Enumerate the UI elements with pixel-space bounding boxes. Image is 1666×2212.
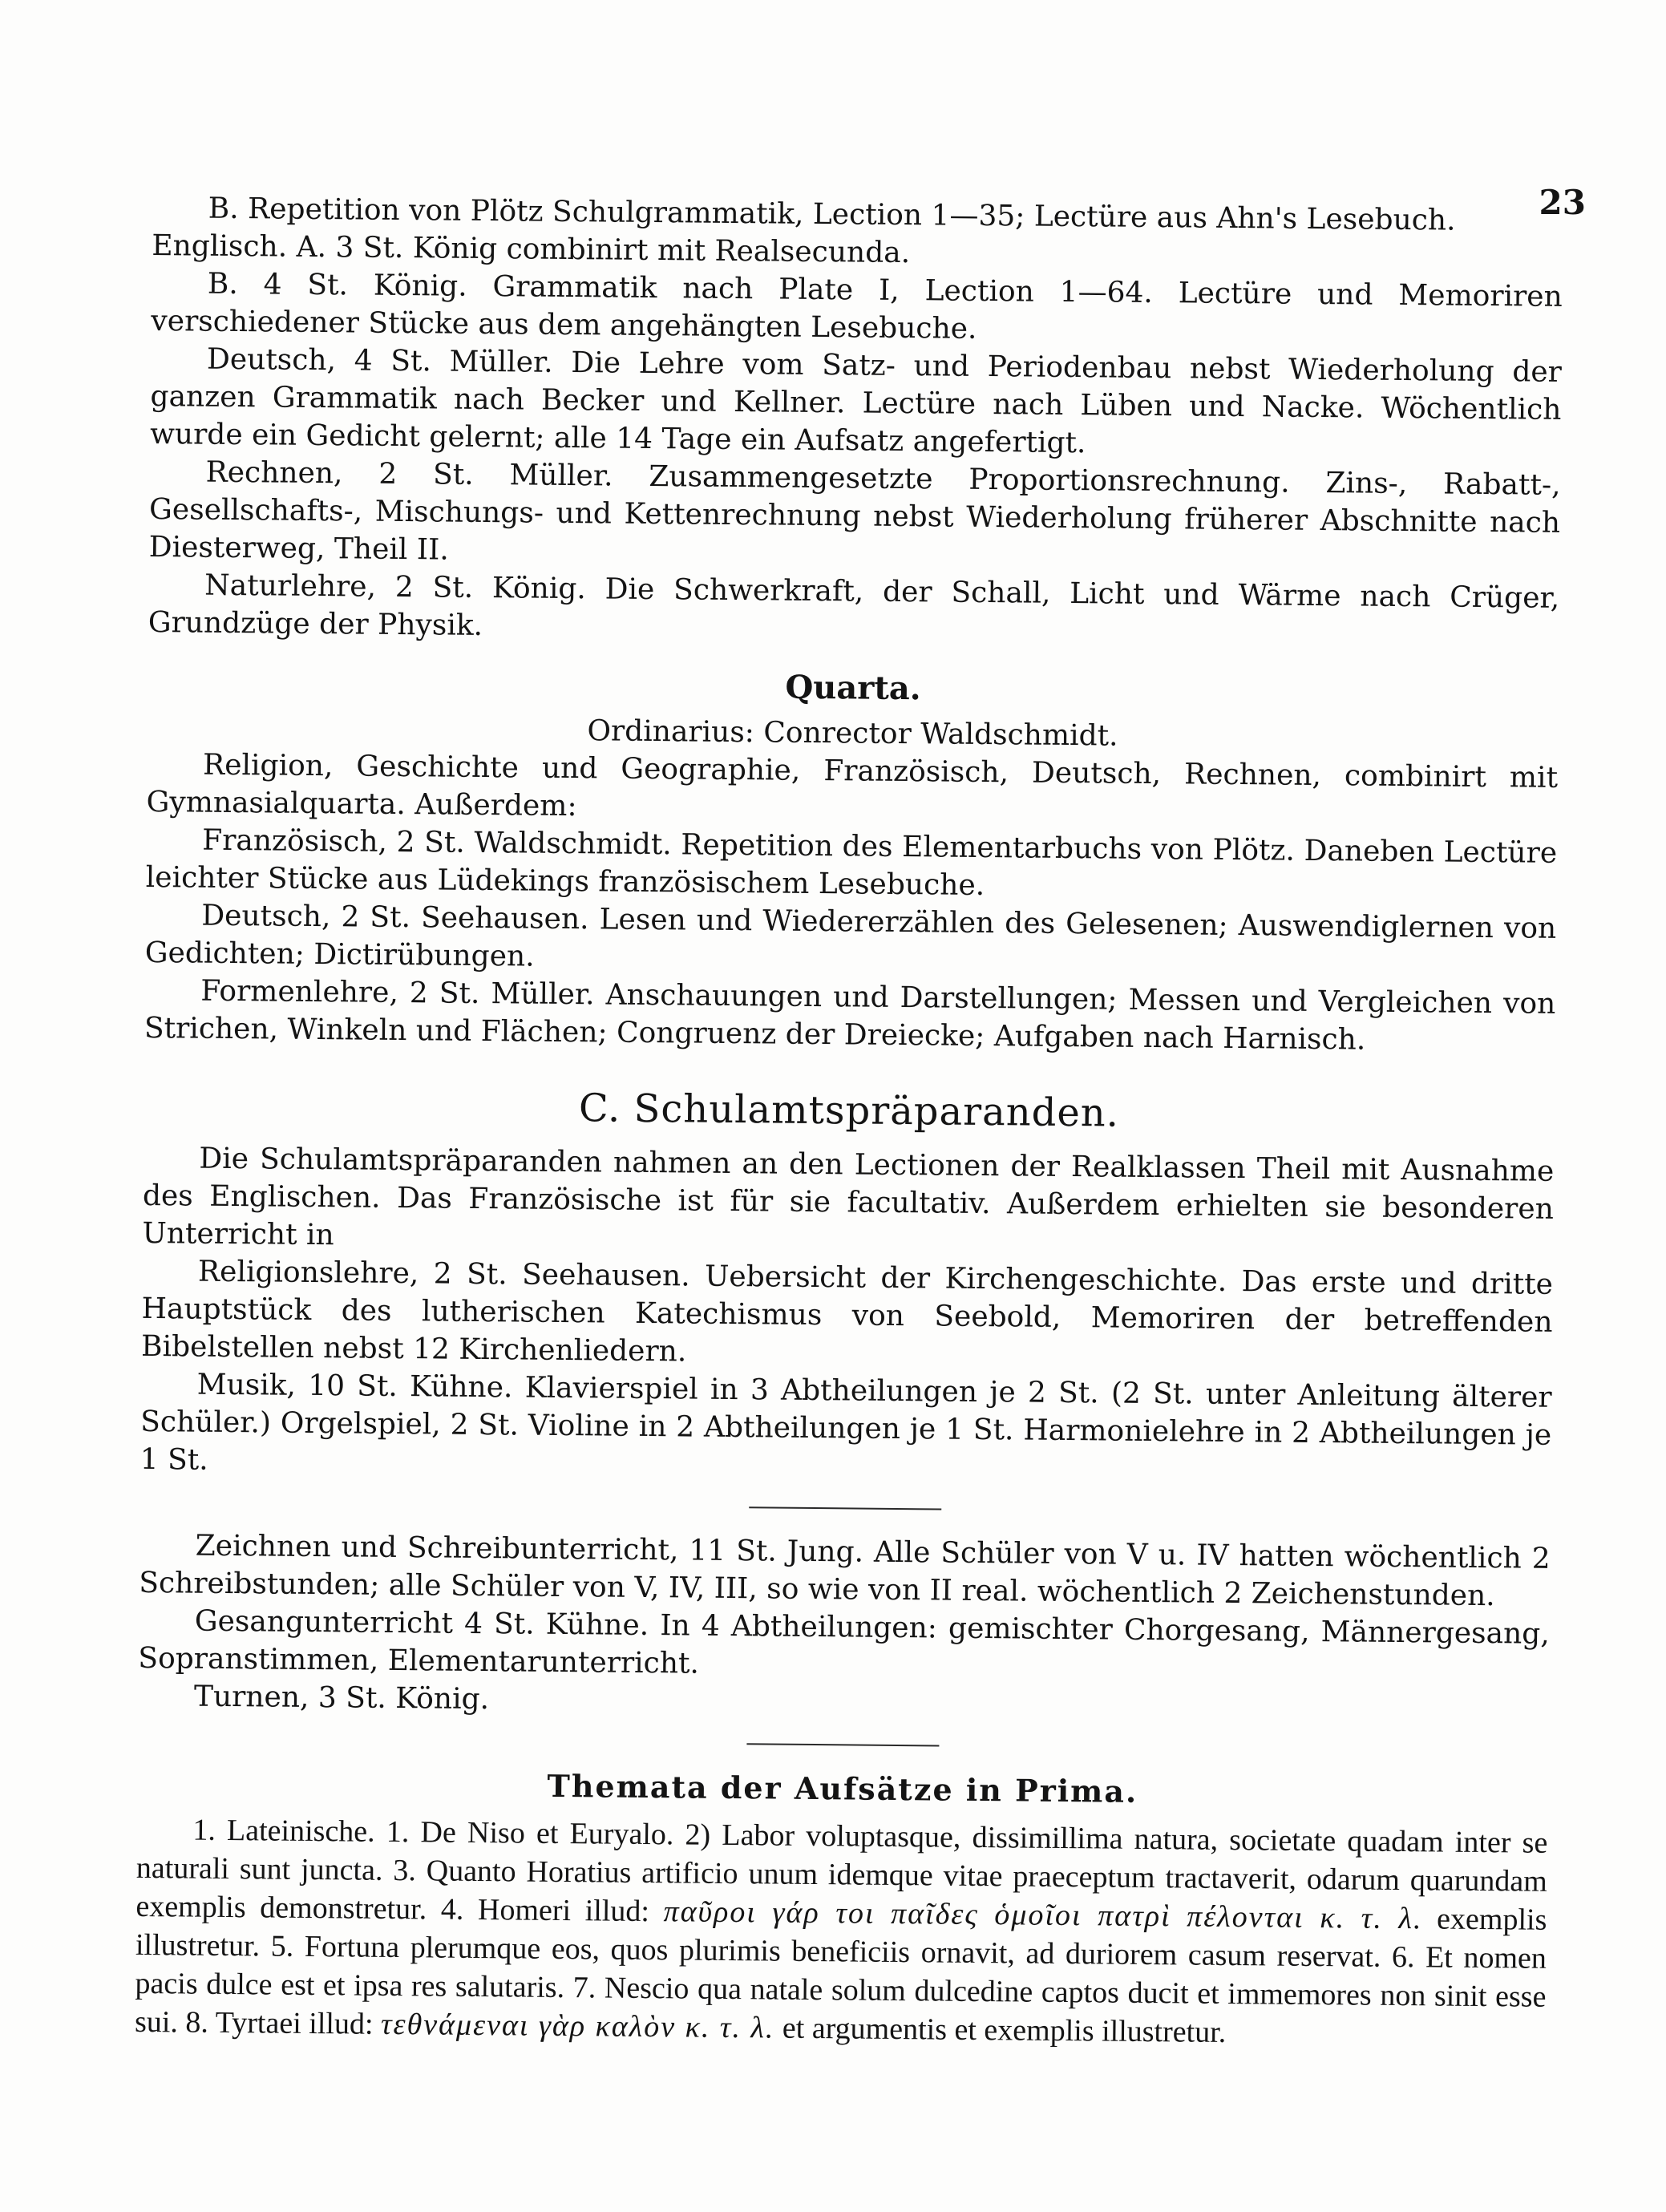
page-body: [135, 189, 1563, 2055]
quarta-heading: Quarta.: [785, 668, 921, 708]
themata-heading: Themata der Aufsätze in Prima.: [547, 1767, 1138, 1810]
paragraph-turnen: Turnen, 3 St. König.: [193, 1680, 490, 1717]
paragraph-naturlehre: Naturlehre, 2 St. König. Die Schwerkraft, der Schall, Licht und Wärme nach Crüger, Grundzüge der Physik.: [148, 568, 1560, 642]
quarta-deutsch: Deutsch, 2 St. Seehausen. Lesen und Wiedererzählen des Gelesenen; Auswendiglernen von Gedichten; Dictirübungen.: [144, 899, 1557, 973]
themata-text-3: et argumentis et exemplis illustretur.: [782, 2011, 1227, 2049]
themata-text-2: exemplis illustretur. 5. Fortuna plerumque eos, quos plurimis beneficiis ornavit, ad duriorem casum reservat. 6. Et nomen pacis dulce est et ipsa res salutaris. 7. Nescio qua natale solum dulcedine captos ducit et immemores non sinit esse sui. 8. Tyrtaei illud:: [134, 1902, 1547, 2041]
paragraph-gesang: Gesangunterricht 4 St. Kühne. In 4 Abtheilungen: gemischter Chorgesang, Männergesang, Sopranstimmen, Elementarunterricht.: [138, 1604, 1550, 1680]
quarta-intro: Religion, Geschichte und Geographie, Französisch, Deutsch, Rechnen, combinirt mit Gymnasialquarta. Außerdem:: [146, 748, 1559, 823]
section-c-musik: Musik, 10 St. Kühne. Klavierspiel in 3 Abtheilungen je 2 St. (2 St. unter Anleitung älterer Schüler.) Orgelspiel, 2 St. Violine in 2 Abtheilungen je 1 St. Harmonielehre in 2 Abtheilungen je 1 St.: [140, 1368, 1552, 1477]
quarta-formenlehre: Formenlehre, 2 St. Müller. Anschauungen und Darstellungen; Messen und Vergleichen von Strichen, Winkeln und Flächen; Congruenz der Dreiecke; Aufgaben nach Harnisch.: [144, 974, 1556, 1057]
page-number: 23: [1539, 183, 1586, 222]
quarta-ordinarius: Ordinarius: Conrector Waldschmidt.: [587, 714, 1118, 753]
section-c-religionslehre: Religionslehre, 2 St. Seehausen. Uebersicht der Kirchengeschichte. Das erste und dritte Hauptstück des lutherischen Katechismus von Seebold, Memoriren der betreffenden Bibelstellen nebst 12 Kirchenliedern.: [140, 1255, 1554, 1369]
divider-rule-2: [746, 1743, 939, 1746]
greek-quote-tyrtaeus: τεθνάμεναι γὰρ καλὸν κ. τ. λ.: [380, 2007, 775, 2045]
paragraph-deutsch: Deutsch, 4 St. Müller. Die Lehre vom Satz- und Periodenbau nebst Wiederholung der ganzen Grammatik nach Becker und Kellner. Lectüre nach Lüben und Nacke. Wöchentlich wurde ein Gedicht gelernt; alle 14 Tage ein Aufsatz angefertigt.: [149, 342, 1563, 460]
section-c-intro: Die Schulamtspräparanden nahmen an den Lectionen der Realklassen Theil mit Ausnahme des Englischen. Das Französische ist für sie facultativ. Außerdem erhielten sie besonderen Unterricht in: [142, 1142, 1555, 1252]
paragraph-b-repetition: B. Repetition von Plötz Schulgrammatik, Lection 1—35; Lectüre aus Ahn's Lesebuch.: [208, 192, 1456, 237]
themata-text-1: 1. De Niso et Euryalo. 2) Labor voluptasque, dissimillima natura, societate quadam inter se naturali sunt juncta. 3. Quanto Horatius artificio unum idemque vitae praeceptum tractaverit, odarum quarundam exemplis demonstretur. 4. Homeri illud:: [135, 1814, 1548, 1929]
quarta-franzoesisch: Französisch, 2 St. Waldschmidt. Repetition des Elementarbuchs von Plötz. Daneben Lectüre leichter Stücke aus Lüdekings französischem Lesebuche.: [145, 823, 1558, 903]
paragraph-englisch-a: Englisch. A. 3 St. König combinirt mit Realsecunda.: [152, 228, 911, 270]
paragraph-englisch-b: B. 4 St. König. Grammatik nach Plate I, Lection 1—64. Lectüre und Memoriren verschiedener Stücke aus dem angehängten Lesebuche.: [151, 267, 1563, 346]
paragraph-rechnen: Rechnen, 2 St. Müller. Zusammengesetzte Proportionsrechnung. Zins-, Rabatt-, Gesellschafts-, Mischungs- und Kettenrechnung nebst Wiederholung früherer Abschnitte nach Diesterweg, Theil II.: [148, 455, 1561, 567]
paragraph-zeichnen: Zeichnen und Schreibunterricht, 11 St. Jung. Alle Schüler von V u. IV hatten wöchentlich 2 Schreibstunden; alle Schüler von V, IV, III, so wie von II real. wöchentlich 2 Zeichenstunden.: [139, 1529, 1551, 1613]
section-c-heading: C. Schulamtspräparanden.: [578, 1086, 1120, 1136]
divider-rule-1: [749, 1506, 941, 1510]
greek-quote-homer: παῦροι γάρ τοι παῖδες ὁμοῖοι πατρὶ πέλονται κ. τ. λ.: [663, 1895, 1423, 1936]
themata-paragraph: [135, 1810, 1548, 2055]
themata-label: 1. Lateinische.: [192, 1813, 375, 1849]
